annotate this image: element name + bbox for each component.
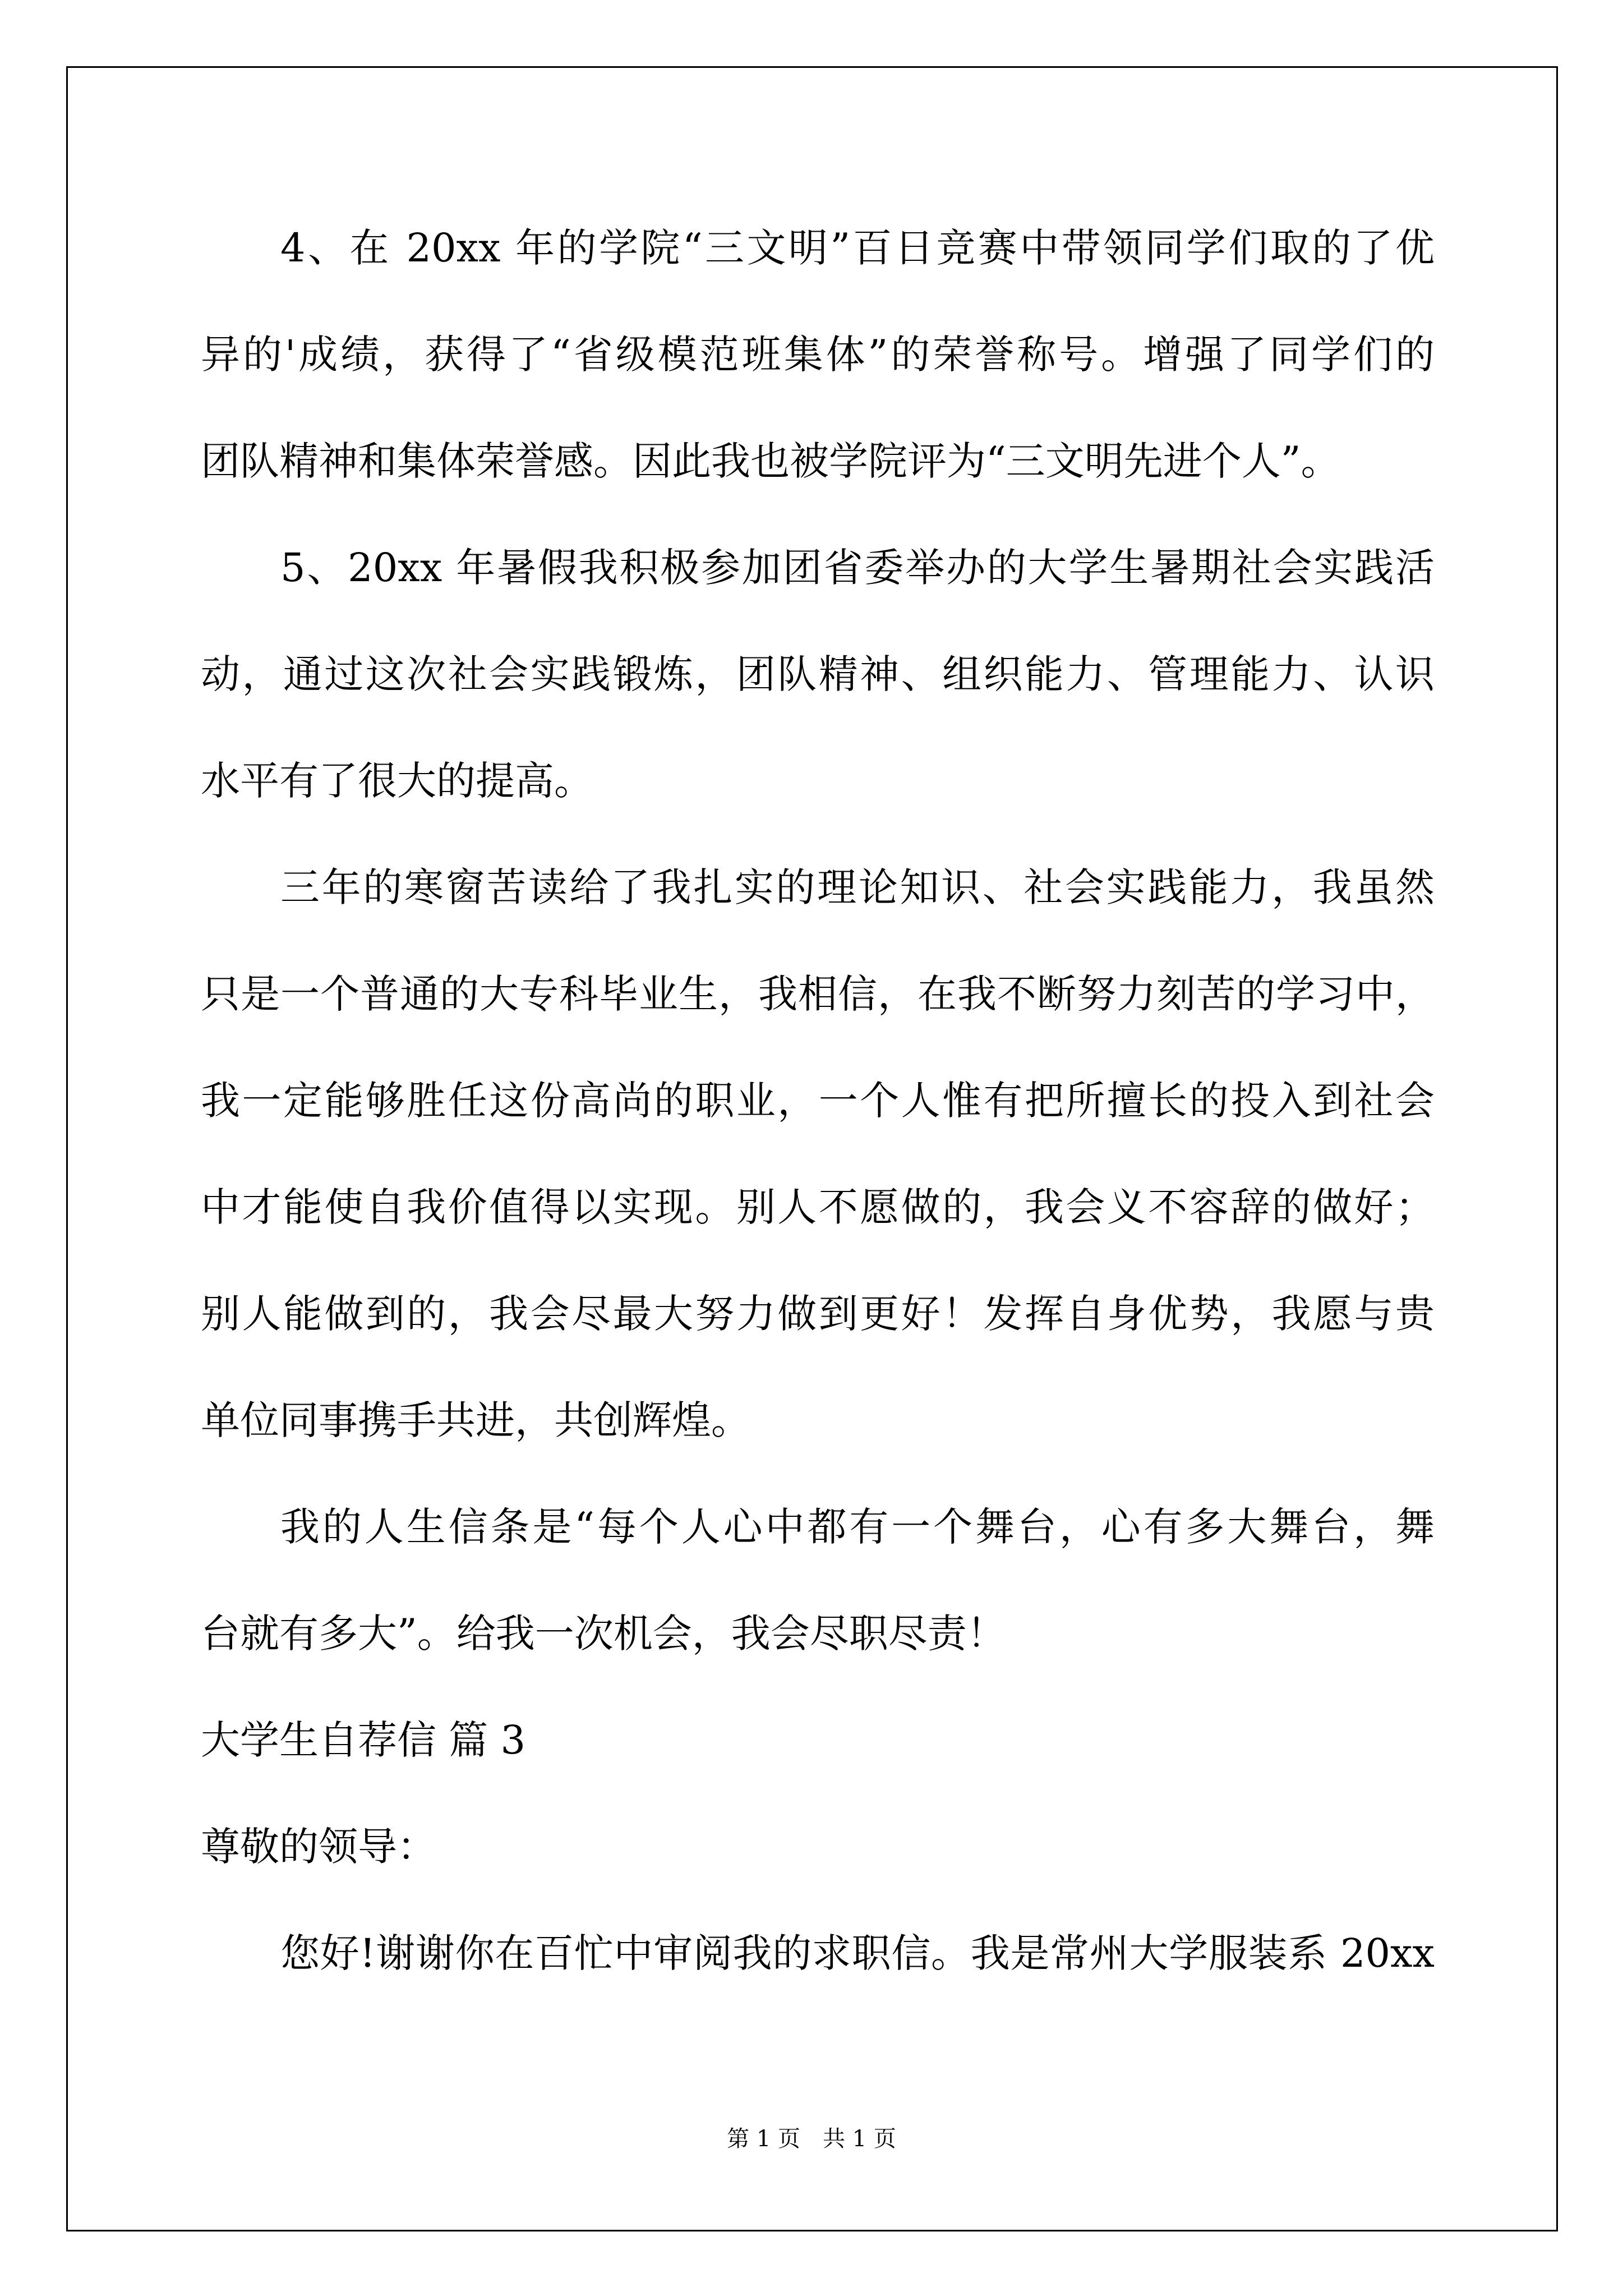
text-line: 单位同事携手共进，共创辉煌。 (201, 1397, 750, 1443)
text-line: 4、在 20xx 年的学院“三文明”百日竞赛中带领同学们取的了优 (280, 225, 1435, 271)
text-line: 我的人生信条是“每个人心中都有一个舞台，心有多大舞台，舞 (280, 1504, 1435, 1550)
text-line: 您好!谢谢你在百忙中审阅我的求职信。我是常州大学服装系 20xx (280, 1930, 1435, 1976)
text-line: 三年的寒窗苦读给了我扎实的理论知识、社会实践能力，我虽然 (280, 864, 1435, 910)
page-border (66, 66, 1558, 2231)
section-heading: 大学生自荐信 篇 3 (201, 1717, 526, 1763)
text-line: 异的'成绩，获得了“省级模范班集体”的荣誉称号。增强了同学们的 (201, 332, 1435, 378)
text-line: 我一定能够胜任这份高尚的职业，一个人惟有把所擅长的投入到社会 (201, 1078, 1435, 1124)
text-line: 水平有了很大的提高。 (201, 758, 593, 804)
salutation: 尊敬的领导： (201, 1824, 436, 1870)
text-line: 别人能做到的，我会尽最大努力做到更好！发挥自身优势，我愿与贵 (201, 1291, 1435, 1337)
text-line: 台就有多大”。给我一次机会，我会尽职尽责！ (201, 1611, 1006, 1657)
text-line: 中才能使自我价值得以实现。别人不愿做的，我会义不容辞的做好； (201, 1184, 1435, 1230)
text-line: 动，通过这次社会实践锻炼，团队精神、组织能力、管理能力、认识 (201, 651, 1435, 697)
text-line: 5、20xx 年暑假我积极参加团省委举办的大学生暑期社会实践活 (280, 545, 1435, 591)
text-line: 团队精神和集体荣誉感。因此我也被学院评为“三文明先进个人”。 (201, 438, 1340, 484)
text-line: 只是一个普通的大专科毕业生，我相信，在我不断努力刻苦的学习中， (201, 971, 1435, 1017)
page-footer: 第 1 页 共 1 页 (727, 2126, 896, 2152)
